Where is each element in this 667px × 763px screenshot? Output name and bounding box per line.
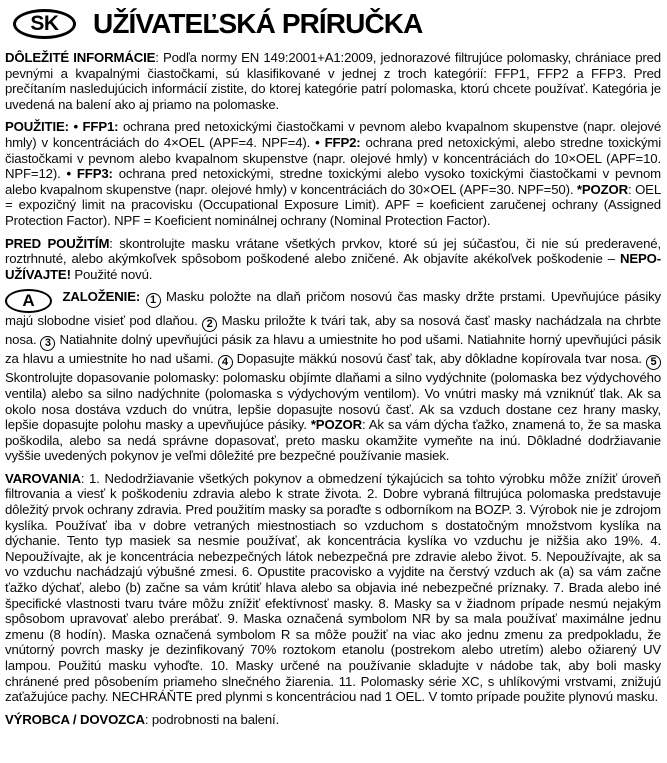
circled-step-5-icon: 5 — [646, 355, 661, 370]
circled-step-2-icon: 2 — [202, 317, 217, 332]
usage-paragraph: POUŽITIE: • FFP1: ochrana pred netoxickými čiastočkami v pevnom alebo kvapalnom skupenstve (napr. olejové hmly) v koncentráciách do 4×OEL (APF=4. NPF=4). • FFP2: ochrana pred netoxickými, alebo stredne toxickými čiastočkami v pevnom alebo kvapalnom skupenstve (napr. olejové hmly) v koncentráciách do 10×OEL (APF=10. NPF=12). • FFP3: ochrana pred netoxickými, stredne toxickými alebo vysoko toxickými čiastočkami v pevnom alebo kvapalnom skupenstve (napr. olejové hmly) v koncentráciách do 30×OEL (APF=30. NPF=50). *POZOR: OEL = expozičný limit na pracovisku (Occupational Exposure Limit). APF = koeficient zaručenej ochrany (Assigned Protection Factor). NPF = Koeficient nominálnej ochrany (Nominal Protection Factor). — [5, 119, 662, 228]
warnings-paragraph: VAROVANIA: 1. Nedodržiavanie všetkých pokynov a obmedzení týkajúcich sa tohto výrobku môže znížiť úroveň filtrovania a viesť k poškodeniu zdravia alebo k strate života. 2. Dobre vybraná filtrujúca polomaska predstavuje dôležitý prvok ochrany zdravia. Pred použitím masky sa poraďte s odborníkom na BOZP. 3. Výrobok nie je zdrojom kyslíka. Používať iba v dobre vetraných miestnostiach so vzduchom s dostatočným množstvom kyslíka na dýchanie. Tento typ masiek sa nesmie používať, ak koncentrácia kyslíka vo vzduchu je nižšia ako 19%. 4. Nepoužívajte, ak je koncentrácia nebezpečných látok nebezpečná pre zdravie alebo život. 5. Nepoužívajte, ak sa vo vzduchu nachádzajú výbušné zmesi. 6. Opustite pracovisko a vyjdite na čerstvý vzduch ak (a) sa vám začne ťažko dýchať, alebo (b) začne sa vám krútiť hlava alebo sa objavia iné nebezpečné príznaky. 7. Brada alebo iné špecifické vlastnosti tvaru tváre môžu znížiť efektívnosť masky. 8. Masky sa v žiadnom prípade nesmú nejakým spôsobom upravovať alebo prerábať. 9. Maska označená symbolom NR by sa mala používať maximálne jednu zmenu (8 hodín). Maska označená symbolom R sa môže použiť na viac ako jednu zmenu za predpokladu, že vnútorný povrch masky je dezinfikovaný 70% roztokom etanolu (postrekom alebo utretím) alebo ožiarený UV lampou. Použitú masku vyhoďte. 10. Masky určené na používanie skladujte v nádobe tak, aby boli masky chránené pred pôsobením priameho slnečného žiarenia. 11. Polomasky série XC, s uhlíkovými vrstvami, znižujú zaťažujúce pachy. NECHRÁŇTE pred plynmi s koncentráciou nad 1 OEL. V tomto prípade použite plynovú masku. — [5, 470, 661, 705]
section-badge-a: A — [5, 289, 52, 313]
before-use-paragraph: PRED POUŽITÍM: skontrolujte masku vrátane všetkých prvkov, ktoré sú jej súčasťou, či nie sú prederavené, roztrhnuté, alebo akýmkoľvek spôsobom poškodené alebo zničené. Ak objavíte akékoľvek poškodenie – NEPO-UŽÍVAJTE! Použité novú. — [5, 235, 661, 282]
document-title: UŽÍVATEĽSKÁ PRÍRUČKA — [93, 8, 423, 39]
manual-body — [5, 50, 661, 727]
bold-text: • FFP3: — [60, 166, 113, 182]
bold-text: NEPO-UŽÍVAJTE! — [5, 251, 661, 282]
manufacturer-paragraph: VÝROBCA / DOVOZCA: podrobnosti na balení. — [5, 711, 280, 727]
bold-text: POUŽITIE: • FFP1: — [5, 119, 119, 135]
bold-text: • FFP2: — [310, 134, 361, 150]
donning-paragraph: A ZALOŽENIE: 1 Masku položte na dlaň pričom nosovú čas masky držte prstami. Upevňujúce pásiky majú slobodne visieť pod dlaňou. 2 Masku priložte k tvári tak, aby sa nosová časť masky nachádzala na chrbte nosa. 3 Natiahnite dolný upevňujúci pásik za hlavu a umiestnite ho pod ušami. Natiahnite horný upevňujúci pásik za hlavu a umiestnite ho nad ušami. 4 Dopasujte mäkkú nosovú časť tak, aby dôkladne kopírovala tvar nosa. 5 Skontrolujte dopasovanie polomasky: polomasku objímte dlaňami a silno vydýchnite (polomaska bez výdychového ventila) alebo sa silno nadýchnite (polomaska s výdychovým ventilom). Vo vnútri masky má vzniknúť tlak. Ak sa okolo nosa dostáva vzduch do vnútra, lepšie dopasujte nosovú časť. Ak sa vzduch dostane cez hrany masky, lepšie dopasujte polohu masky a upevňujúce pásiky. *POZOR: Ak sa vám dýcha ťažko, znamená to, že sa maska poškodila, alebo sa nedá správne dopasovať, preto masku okamžite vymeňte na inú. Dôkladné dodržiavanie vyššie uvedených pokynov je veľmi dôležité pre bezpečné používanie masiek. — [5, 289, 661, 464]
bold-text: PRED POUŽITÍM — [5, 235, 110, 251]
masthead — [13, 8, 661, 40]
bold-text: DÔLEŽITÉ INFORMÁCIE — [5, 50, 156, 65]
circled-step-1-icon: 1 — [146, 293, 161, 308]
bold-text: *POZOR — [310, 417, 362, 433]
bold-text: *POZOR — [576, 181, 629, 197]
language-badge-sk: SK — [13, 9, 76, 39]
circled-step-3-icon: 3 — [40, 336, 55, 351]
bold-text: VÝROBCA / DOVOZCA — [5, 711, 145, 727]
bold-text: ZALOŽENIE: — [57, 289, 146, 305]
circled-step-4-icon: 4 — [218, 355, 233, 370]
important-info-paragraph: DÔLEŽITÉ INFORMÁCIE: Podľa normy EN 149:2001+A1:2009, jednorazové filtrujúce polomasky, chrániace pred pevnými a kvapalnými čiastočkami, sú klasifikované v jednej z troch kategórií: FFP1, FFP2 a FFP3. Pred prečítaním nasledujúcich informácií zistite, do ktorej kategórie patrí polomaska, ktorú chcete používať. Kategória je uvedená na balení ako aj priamo na polomaske. — [5, 50, 661, 112]
bold-text: VAROVANIA — [5, 470, 81, 486]
